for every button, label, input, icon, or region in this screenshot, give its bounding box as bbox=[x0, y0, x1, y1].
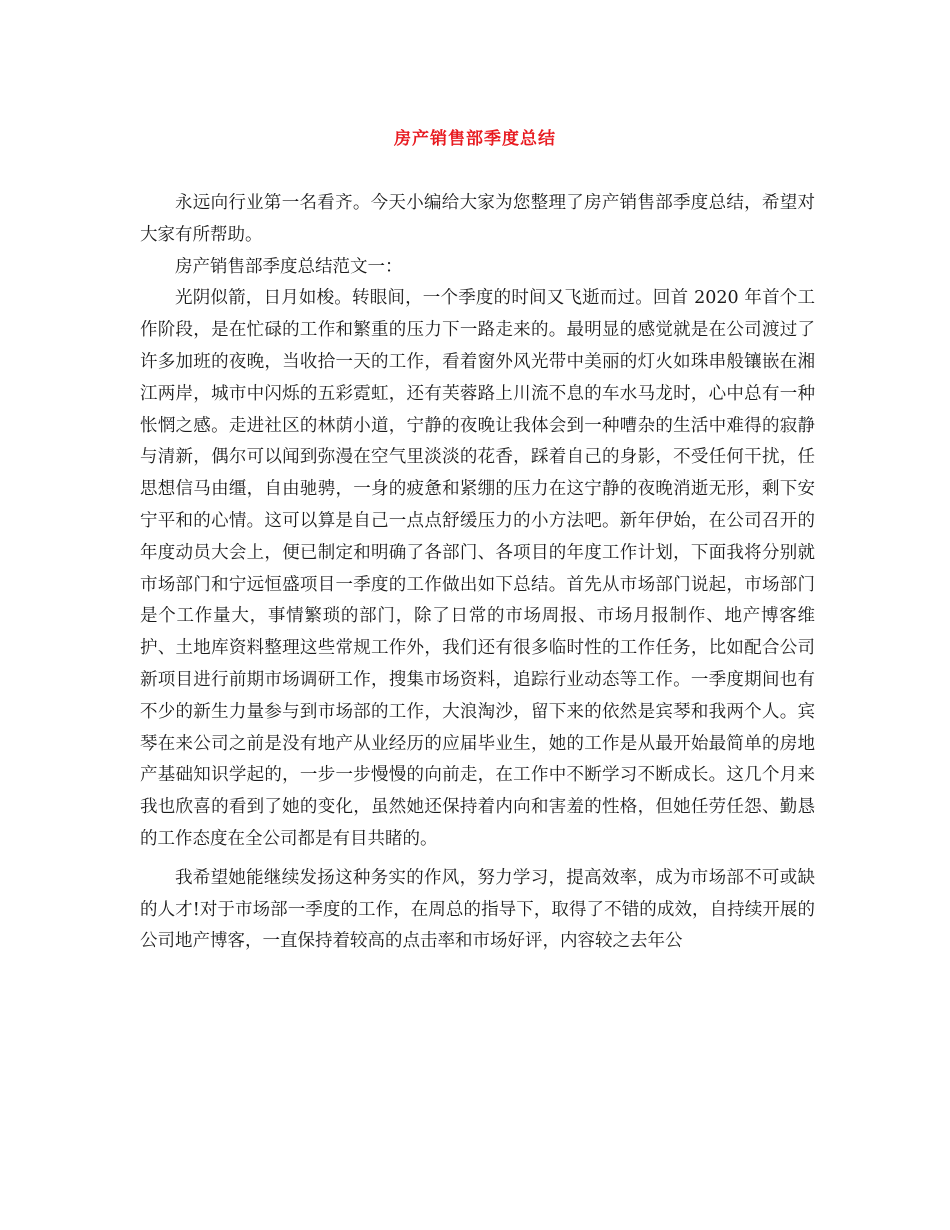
paragraph-intro: 永远向行业第一名看齐。今天小编给大家为您整理了房产销售部季度总结，希望对大家有所帮助。 bbox=[140, 193, 815, 245]
paragraph-heading: 房产销售部季度总结范文一： bbox=[175, 256, 403, 277]
paragraph-main: 光阴似箭，日月如梭。转眼间，一个季度的时间又飞逝而过。回首 2020 年首个工作阶段，是在忙碌的工作和繁重的压力下一路走来的。最明显的感觉就是在公司渡过了许多加班的夜晚，当收拾一天的工作，看着窗外风光带中美丽的灯火如珠串般镶嵌在湘江两岸，城市中闪烁的五彩霓虹，还有芙蓉路上川流不息的车水马龙时，心中总有一种怅惘之感。走进社区的林荫小道，宁静的夜晚让我体会到一种嘈杂的生活中难得的寂静与清新，偶尔可以闻到弥漫在空气里淡淡的花香，踩着自己的身影，不受任何干扰，任思想信马由缰，自由驰骋，一身的疲惫和紧绷的压力在这宁静的夜晚消逝无形，剩下安宁平和的心情。这可以算是自己一点点舒缓压力的小方法吧。新年伊始，在公司召开的年度动员大会上，便已制定和明确了各部门、各项目的年度工作计划，下面我将分别就市场部门和宁远恒盛项目一季度的工作做出如下总结。首先从市场部门说起，市场部门是个工作量大，事情繁琐的部门，除了日常的市场周报、市场月报制作、地产博客维护、土地库资料整理这些常规工作外，我们还有很多临时性的工作任务，比如配合公司新项目进行前期市场调研工作，搜集市场资料，追踪行业动态等工作。一季度期间也有不少的新生力量参与到市场部的工作，大浪淘沙，留下来的依然是宾琴和我两个人。宾琴在来公司之前是没有地产从业经历的应届毕业生，她的工作是从最开始最简单的房地产基础知识学起的，一步一步慢慢的向前走，在工作中不断学习不断成长。这几个月来我也欣喜的看到了她的变化，虽然她还保持着内向和害羞的性格，但她任劳任怨、勤恳的工作态度在全公司都是有目共睹的。 bbox=[140, 288, 815, 849]
document-title: 房产销售部季度总结 bbox=[394, 129, 556, 149]
document-body bbox=[140, 188, 815, 958]
paragraph-continuation: 我希望她能继续发扬这种务实的作风，努力学习，提高效率，成为市场部不可或缺的人才!对于市场部一季度的工作，在周总的指导下，取得了不错的成效，自持续开展的公司地产博客，一直保持着较高的点击率和市场好评，内容较之去年公 bbox=[140, 867, 815, 952]
